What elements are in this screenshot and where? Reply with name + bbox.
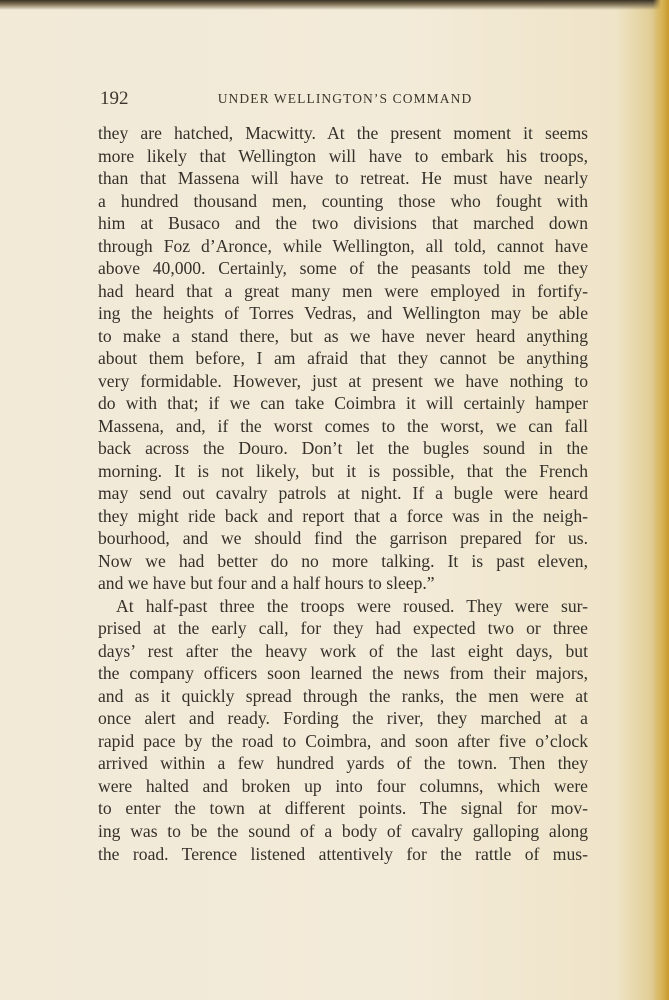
text-line: a hundred thousand men, counting those who fought with [98,190,588,211]
text-line: prised at the early call, for they had expected two or three [98,618,588,639]
text-line: do with that; if we can take Coimbra it will certainly hamper [98,393,588,414]
text-line: At half-past three the troops were roused. They were sur- [116,595,588,616]
text-line: back across the Douro. Don’t let the bugles sound in the [98,438,588,459]
text-line: very formidable. However, just at present we have nothing to [98,370,588,391]
text-line: bourhood, and we should find the garrison prepared for us. [98,528,588,549]
text-line: to make a stand there, but as we have never heard anything [98,325,588,346]
page-header [100,88,590,112]
text-line: him at Busaco and the two divisions that marched down [98,213,588,234]
page-edge [653,0,669,1000]
text-line: arrived within a few hundred yards of the town. Then they [98,753,588,774]
text-line: were halted and broken up into four columns, which were [98,775,588,796]
text-line: rapid pace by the road to Coimbra, and soon after five o’clock [98,730,588,751]
text-line: ing was to be the sound of a body of cavalry galloping along [98,820,588,841]
text-line: about them before, I am afraid that they cannot be anything [98,348,588,369]
text-line: days’ rest after the heavy work of the last eight days, but [98,640,588,661]
text-line: had heard that a great many men were employed in fortify- [98,280,588,301]
text-line: and we have but four and a half hours to sleep.” [98,573,435,594]
text-line: once alert and ready. Fording the river, they marched at a [98,708,588,729]
body-text [98,122,588,865]
text-line: they are hatched, Macwitty. At the present moment it seems [98,123,588,143]
text-line: more likely that Wellington will have to embark his troops, [98,145,588,166]
text-line: the road. Terence listened attentively for the rattle of mus- [98,843,588,864]
page-number: 192 [100,88,129,109]
text-line: they might ride back and report that a force was in the neigh- [98,505,588,526]
text-line: ing the heights of Torres Vedras, and Wellington may be able [98,303,588,324]
text-line: Massena, and, if the worst comes to the worst, we can fall [98,415,588,436]
text-line: morning. It is not likely, but it is possible, that the French [98,460,588,481]
text-line: may send out cavalry patrols at night. If a bugle were heard [98,483,588,504]
text-line: through Foz d’Aronce, while Wellington, all told, cannot have [98,235,588,256]
text-line: the company officers soon learned the news from their majors, [98,663,588,684]
text-line: and as it quickly spread through the ranks, the men were at [98,685,588,706]
running-head: UNDER WELLINGTON’S COMMAND [217,91,473,106]
text-line: Now we had better do no more talking. It is past eleven, [98,550,588,571]
text-line: than that Massena will have to retreat. He must have nearly [98,168,588,189]
text-line: above 40,000. Certainly, some of the peasants told me they [98,258,588,279]
text-line: to enter the town at different points. The signal for mov- [98,798,588,819]
